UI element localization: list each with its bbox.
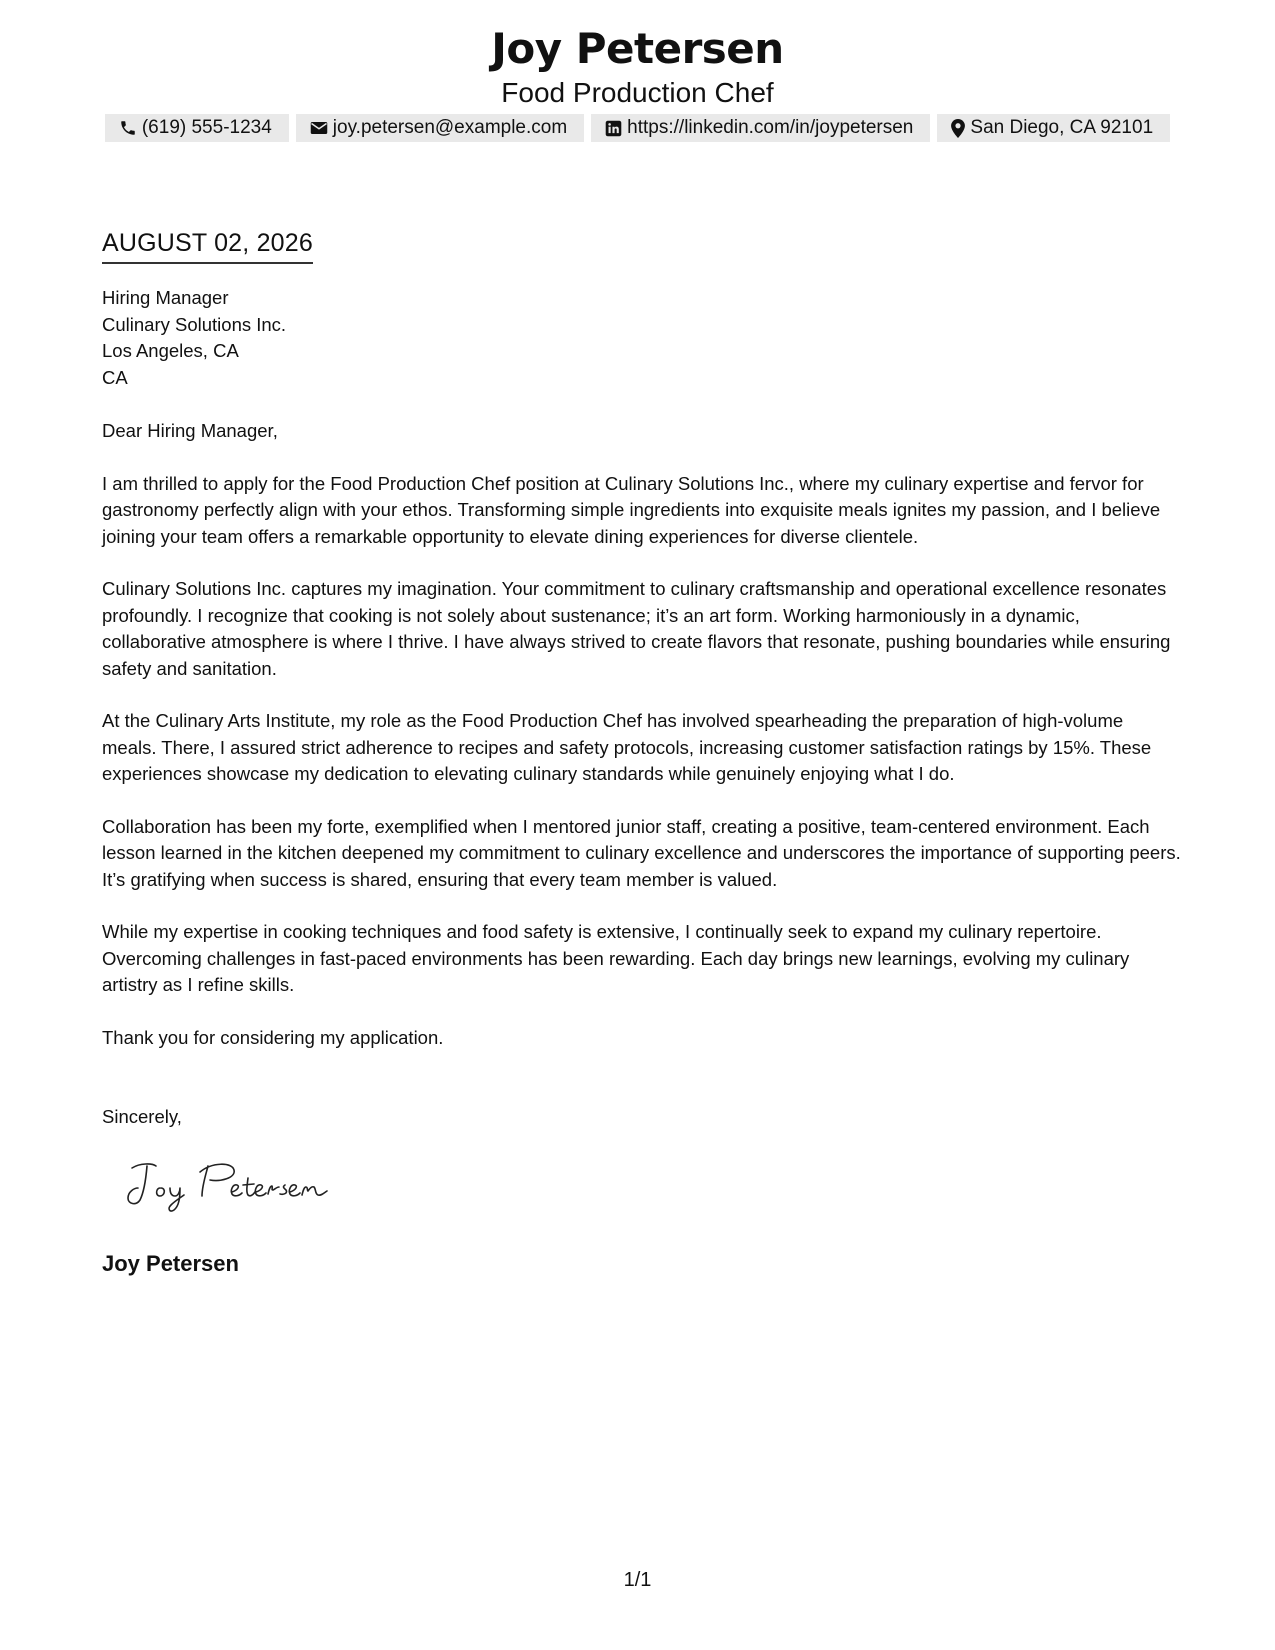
recipient-block: [102, 285, 286, 391]
email-text: joy.petersen@example.com: [332, 117, 568, 138]
map-pin-icon: [951, 119, 965, 138]
salutation: Dear Hiring Manager,: [102, 420, 278, 441]
paragraph: Collaboration has been my forte, exemplified when I mentored junior staff, creating a positive, team-centered environment. Each lesson learned in the kitchen deepened my commitment to culinary excellence and underscores the importance of supporting peers. It’s gratifying when success is shared, ensuring that every team member is valued.: [102, 815, 1181, 890]
paragraph: Culinary Solutions Inc. captures my imagination. Your commitment to culinary craftsmanship and operational excellence resonates profoundly. I recognize that cooking is not solely about sustenance; it’s an art form. Working harmoniously in a dynamic, collaborative atmosphere is where I thrive. I have always strived to create flavors that resonate, pushing boundaries while ensuring safety and sanitation.: [102, 578, 1171, 679]
paragraph: At the Culinary Arts Institute, my role as the Food Production Chef has involved spearheading the preparation of high-volume meals. There, I assured strict adherence to recipes and safety protocols, increasing customer satisfaction ratings by 15%. These experiences showcase my dedication to elevating culinary standards while genuinely enjoying what I do.: [102, 710, 1152, 784]
paragraph: I am thrilled to apply for the Food Production Chef position at Culinary Solutions Inc., where my culinary expertise and fervor for gastronomy perfectly align with your ethos. Transforming simple ingredients into exquisite meals ignites my passion, and I believe joining your team offers a remarkable opportunity to elevate dining experiences for diverse clientele.: [102, 472, 1161, 547]
closing: Sincerely,: [102, 1106, 182, 1127]
contact-phone: [105, 114, 289, 142]
contact-bar: [0, 114, 1275, 142]
phone-text: (619) 555-1234: [141, 117, 272, 138]
paragraph: While my expertise in cooking techniques and food safety is extensive, I continually seek to expand my culinary repertoire. Overcoming challenges in fast-paced environments has been rewarding. Each day brings new learnings, evolving my culinary artistry as I refine skills.: [102, 921, 1130, 995]
recipient-company: Culinary Solutions Inc.: [102, 313, 287, 335]
thanks-line: Thank you for considering my application.: [102, 1026, 444, 1048]
contact-location: [937, 114, 1170, 142]
linkedin-icon: [605, 120, 622, 137]
letter-date: AUGUST 02, 2026: [102, 226, 313, 264]
linkedin-text: https://linkedin.com/in/joypetersen: [627, 117, 914, 138]
contact-email[interactable]: [296, 114, 584, 142]
phone-icon: [119, 119, 137, 137]
recipient-title: Hiring Manager: [102, 287, 229, 308]
contact-linkedin[interactable]: [591, 114, 930, 142]
applicant-role: Food Production Chef: [501, 77, 774, 108]
signature-image: [122, 1158, 342, 1219]
location-text: San Diego, CA 92101: [970, 117, 1154, 138]
applicant-name: Joy Petersen: [491, 24, 784, 73]
recipient-state: CA: [102, 366, 128, 388]
signer-name: Joy Petersen: [102, 1251, 239, 1276]
recipient-city: Los Angeles, CA: [102, 340, 239, 361]
envelope-icon: [310, 120, 328, 136]
letter-body: [102, 418, 1182, 1157]
letter-header: [0, 22, 1275, 110]
page-number: 1/1: [623, 1569, 652, 1591]
